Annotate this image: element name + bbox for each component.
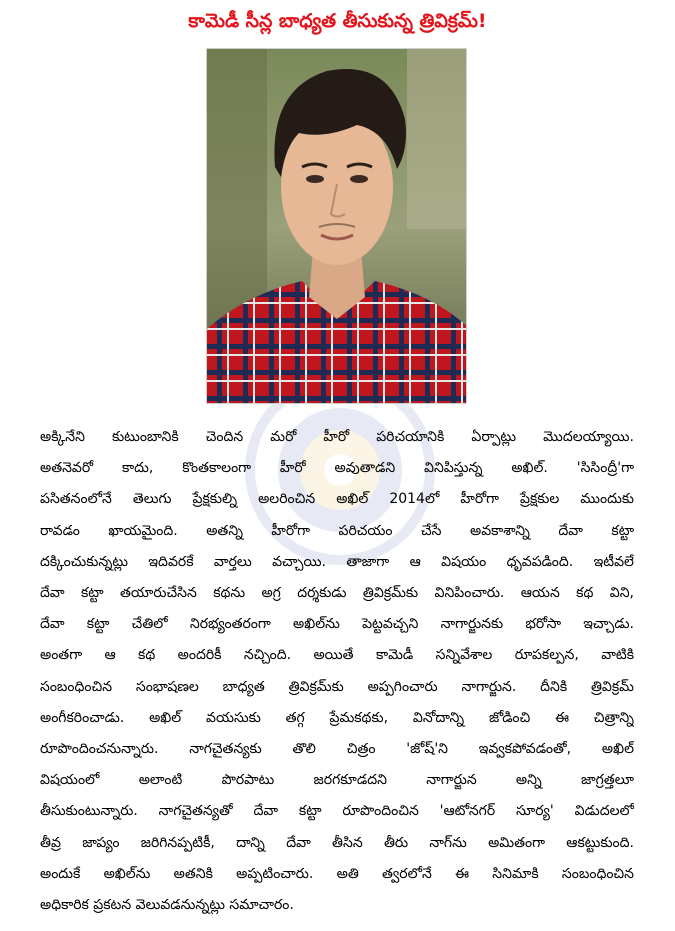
article-line: అంగీకరించాడు. అఖిల్ వయసుకు తగ్గ ప్రేమకథకు, వినోదాన్ని జోడించి ఈ చిత్రాన్ని [40,709,634,726]
article-headline: కామెడీ సీన్ల బాధ్యత తీసుకున్న త్రివిక్రమ్! [188,10,487,32]
article-body [40,422,634,921]
article-line: తీవ్ర జాప్యం జరిగినప్పటికీ, దాన్ని దేవా తీసిన తీరు నాగ్‌ను అమితంగా ఆకట్టుకుంది. [40,834,634,851]
article-line: దేవా కట్టా తయారుచేసిన కథను అగ్ర దర్శకుడు త్రివిక్రమ్‌కు వినిపించారు. ఆయన కథ విని, [40,585,634,602]
article-line: సంబంధించిన సంభాషణల బాధ్యత త్రివిక్రమ్‌కు అప్పగించారు నాగార్జున. దీనికి త్రివిక్రమ్ [40,678,634,695]
article-line: దక్కించుకున్నట్లు ఇదివరకే వార్తలు వచ్చాయి. తాజాగా ఆ విషయం ధృవపడింది. ఇటీవలే [40,553,634,570]
article-line: విషయంలో అలాంటి పొరపాటు జరగకూడదని నాగార్జున అన్ని జాగ్రత్తలూ [40,772,634,789]
article-line: అక్కినేని కుటుంబానికి చెందిన మరో హీరో పరిచయానికి ఏర్పాట్లు మొదలయ్యాయి. [40,429,634,445]
article-line: దేవా కట్టా చేతిలో నిరభ్యంతరంగా అఖిల్‌ను పెట్టవచ్చని నాగార్జునకు భరోసా ఇచ్చాడు. [40,616,634,633]
article-line: తీసుకుంటున్నారు. నాగచైతన్యతో దేవా కట్టా రూపొందించిన 'ఆటోనగర్ సూర్య' విడుదలలో [40,803,634,820]
article-line: రూపొందించనున్నారు. నాగచైతన్యకు తొలి చిత్రం 'జోష్'ని ఇవ్వకపోవడంతో, అఖిల్ [40,741,634,758]
article-line: అందుకే అఖిల్‌ను అతనికి అప్పటించారు. అతి త్వరలోనే ఈ సినిమాకి సంబంధించిన [40,865,634,882]
article-line: అతనెవరో కాదు, కొంతకాలంగా హీరో అవుతాడని వినిపిస్తున్న అఖిల్. 'సిసింద్రీ'గా [40,460,634,477]
hero-portrait-photo [206,48,467,404]
article-line: అధికారిక ప్రకటన వెలువడనున్నట్లు సమాచారం. [40,897,294,914]
article-line: పసితనంలోనే తెలుగు ప్రేక్షకుల్ని అలరించిన అఖిల్ 2014లో హీరోగా ప్రేక్షకుల ముందుకు [40,491,634,508]
person-photo-icon [207,49,467,404]
article-line: అంతగా ఆ కథ అందరికీ నచ్చింది. అయితే కామెడీ సన్నివేశాల రూపకల్పన, వాటికి [40,647,634,664]
article-line: రావడం ఖాయమైంది. అతన్ని హీరోగా పరిచయం చేసే అవకాశాన్ని దేవా కట్టా [40,522,634,539]
